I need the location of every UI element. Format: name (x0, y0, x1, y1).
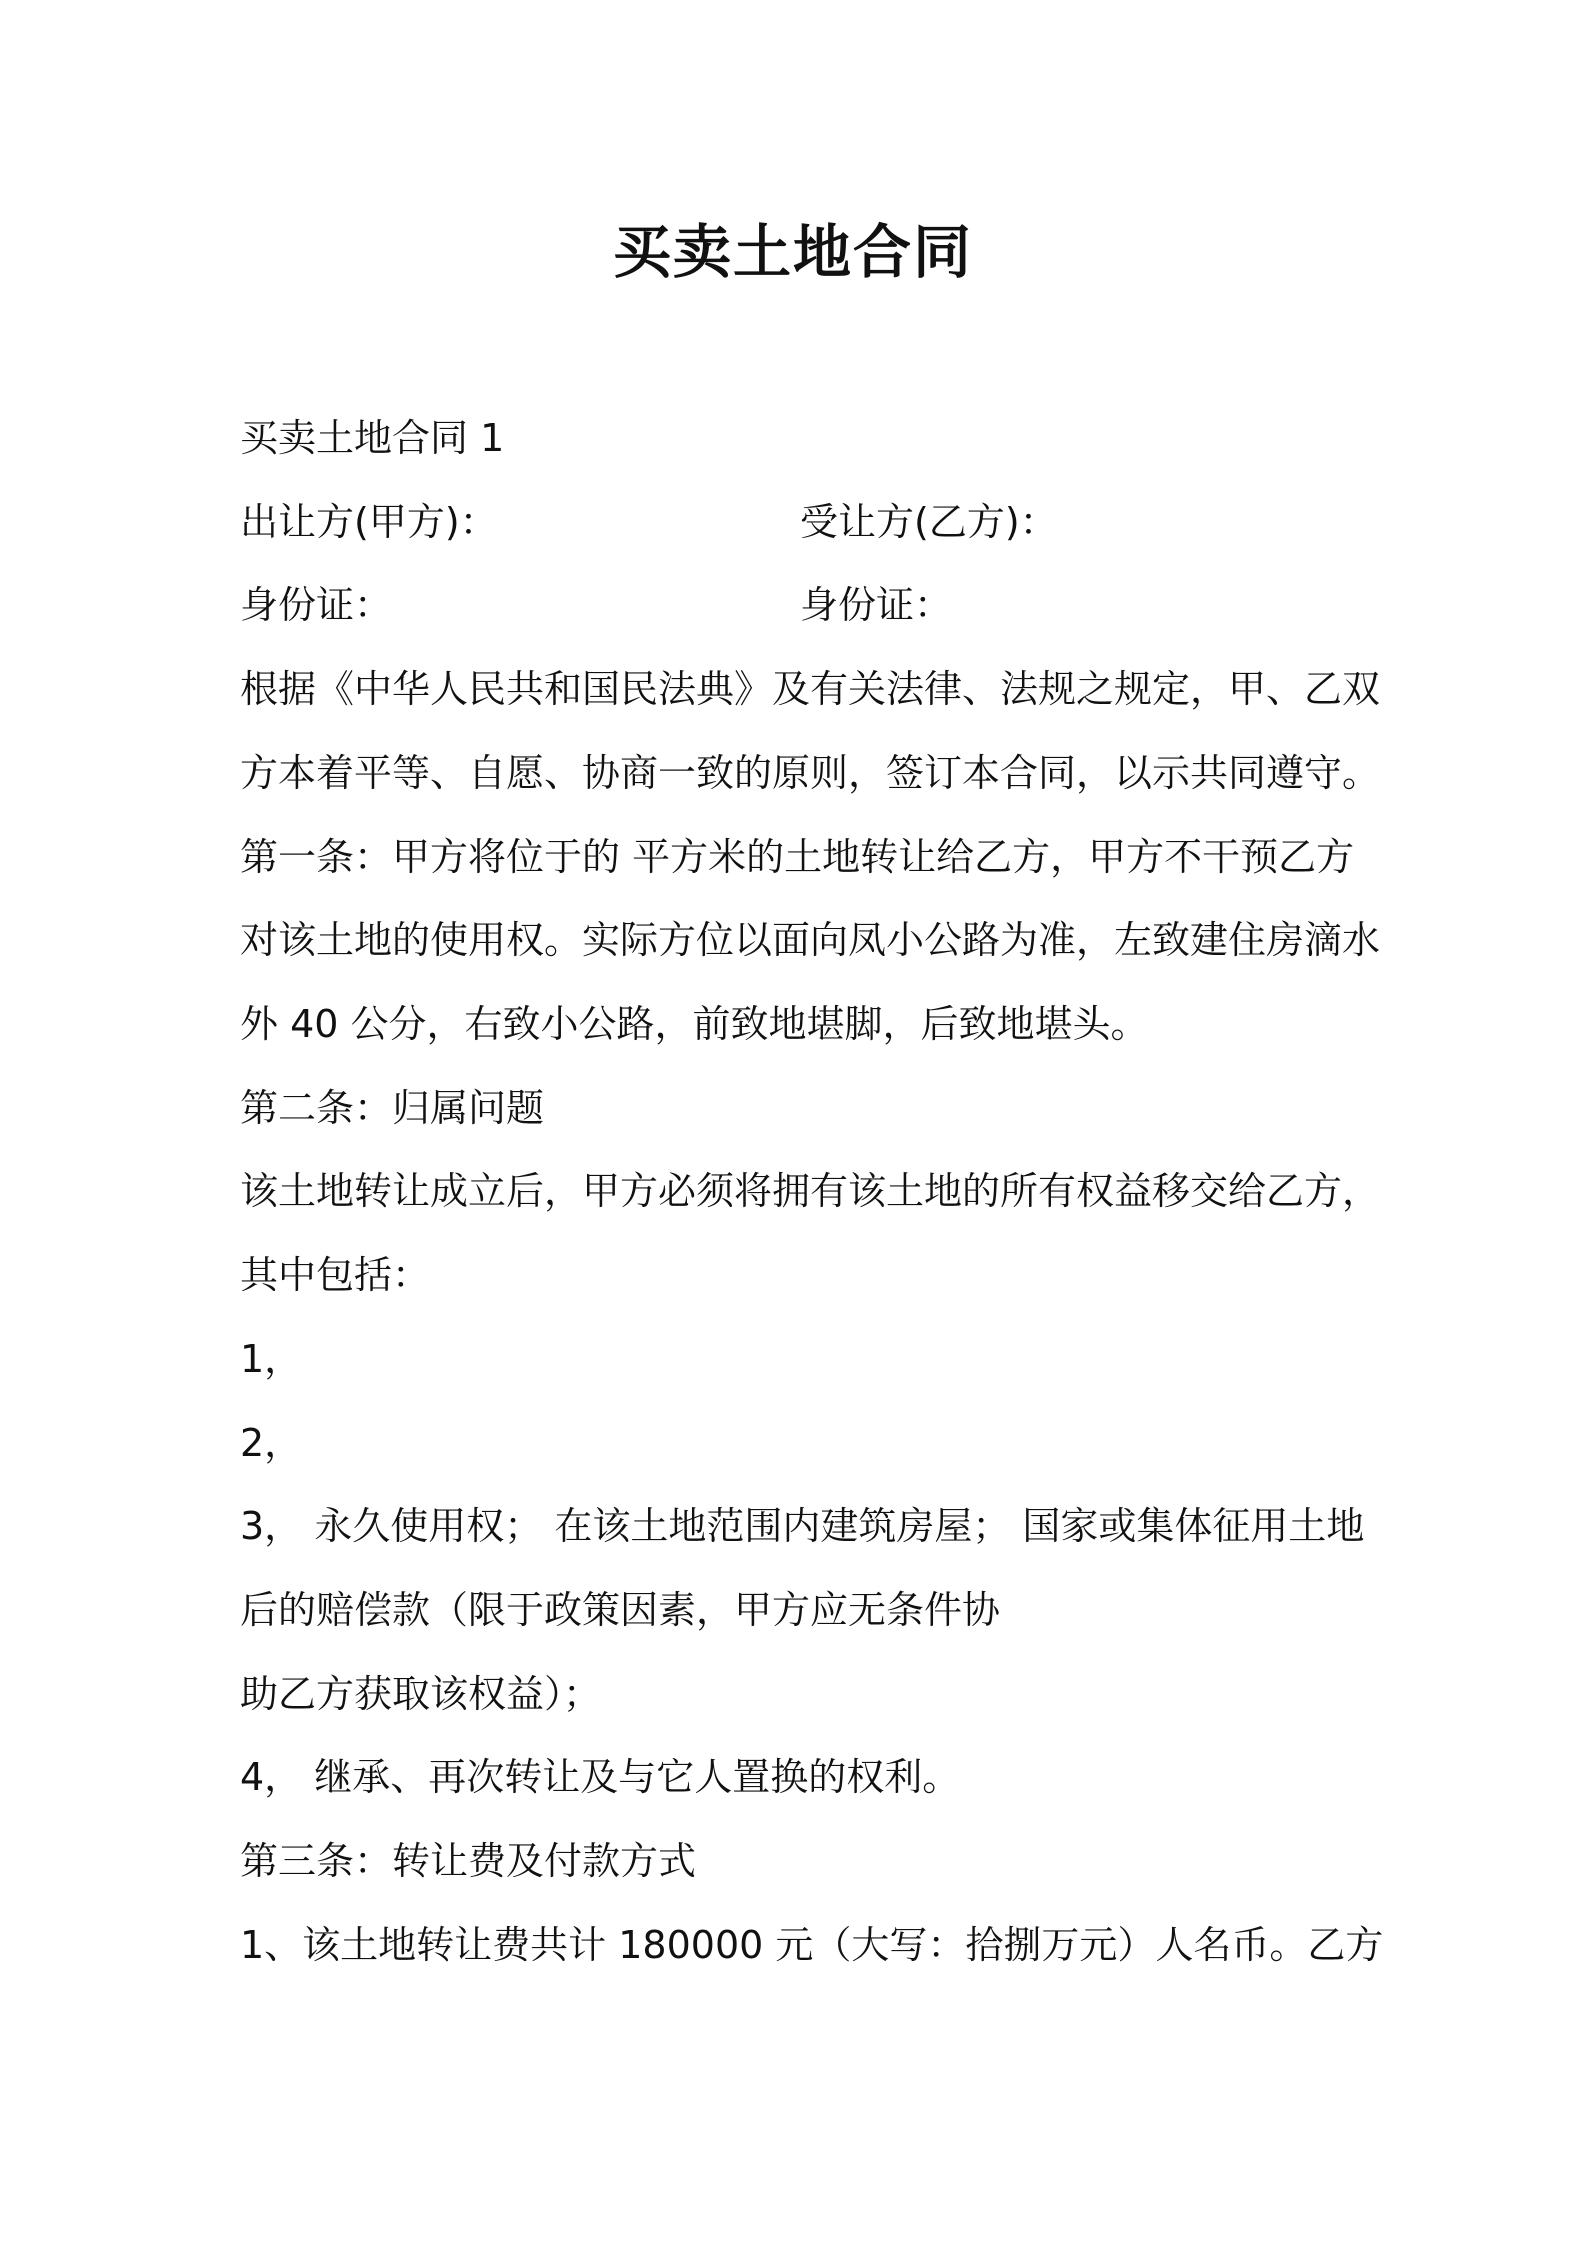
list-item: 4， 继承、再次转让及与它人置换的权利。 (240, 1755, 961, 1799)
body-line: 后的赔偿款（限于政策因素，甲方应无条件协 (240, 1588, 1001, 1632)
body-line: 外 40 公分，右致小公路，前致地堪脚，后致地堪头。 (240, 1002, 1149, 1046)
party-b-id-label: 身份证： (800, 583, 953, 627)
list-item: 1， (240, 1337, 303, 1381)
body-line: 方本着平等、自愿、协商一致的原则，签订本合同，以示共同遵守。 (240, 751, 1381, 795)
body-line: 其中包括： (240, 1253, 431, 1297)
article-2-heading: 第二条：归属问题 (240, 1086, 545, 1130)
document-title: 买卖土地合同 (612, 218, 973, 286)
article-3-heading: 第三条：转让费及付款方式 (240, 1839, 697, 1883)
body-line: 对该土地的使用权。实际方位以面向凤小公路为准，左致建住房滴水 (240, 918, 1381, 962)
body-line: 助乙方获取该权益）； (240, 1672, 602, 1716)
list-item: 2， (240, 1421, 303, 1465)
list-item: 3， 永久使用权； 在该土地范围内建筑房屋； 国家或集体征用土地 (240, 1504, 1365, 1548)
body-line: 根据《中华人民共和国民法典》及有关法律、法规之规定，甲、乙双 (240, 667, 1381, 711)
party-a-label: 出让方(甲方)： (240, 500, 498, 544)
document-subtitle: 买卖土地合同 1 (240, 416, 505, 460)
body-line: 1、该土地转让费共计 180000 元（大写：拾捌万元）人名币。乙方 (240, 1923, 1384, 1967)
article-1-line: 第一条：甲方将位于的 平方米的土地转让给乙方，甲方不干预乙方 (240, 835, 1355, 879)
party-a-id-label: 身份证： (240, 583, 393, 627)
party-b-label: 受让方(乙方)： (800, 500, 1058, 544)
body-line: 该土地转让成立后，甲方必须将拥有该土地的所有权益移交给乙方， (240, 1169, 1381, 1213)
